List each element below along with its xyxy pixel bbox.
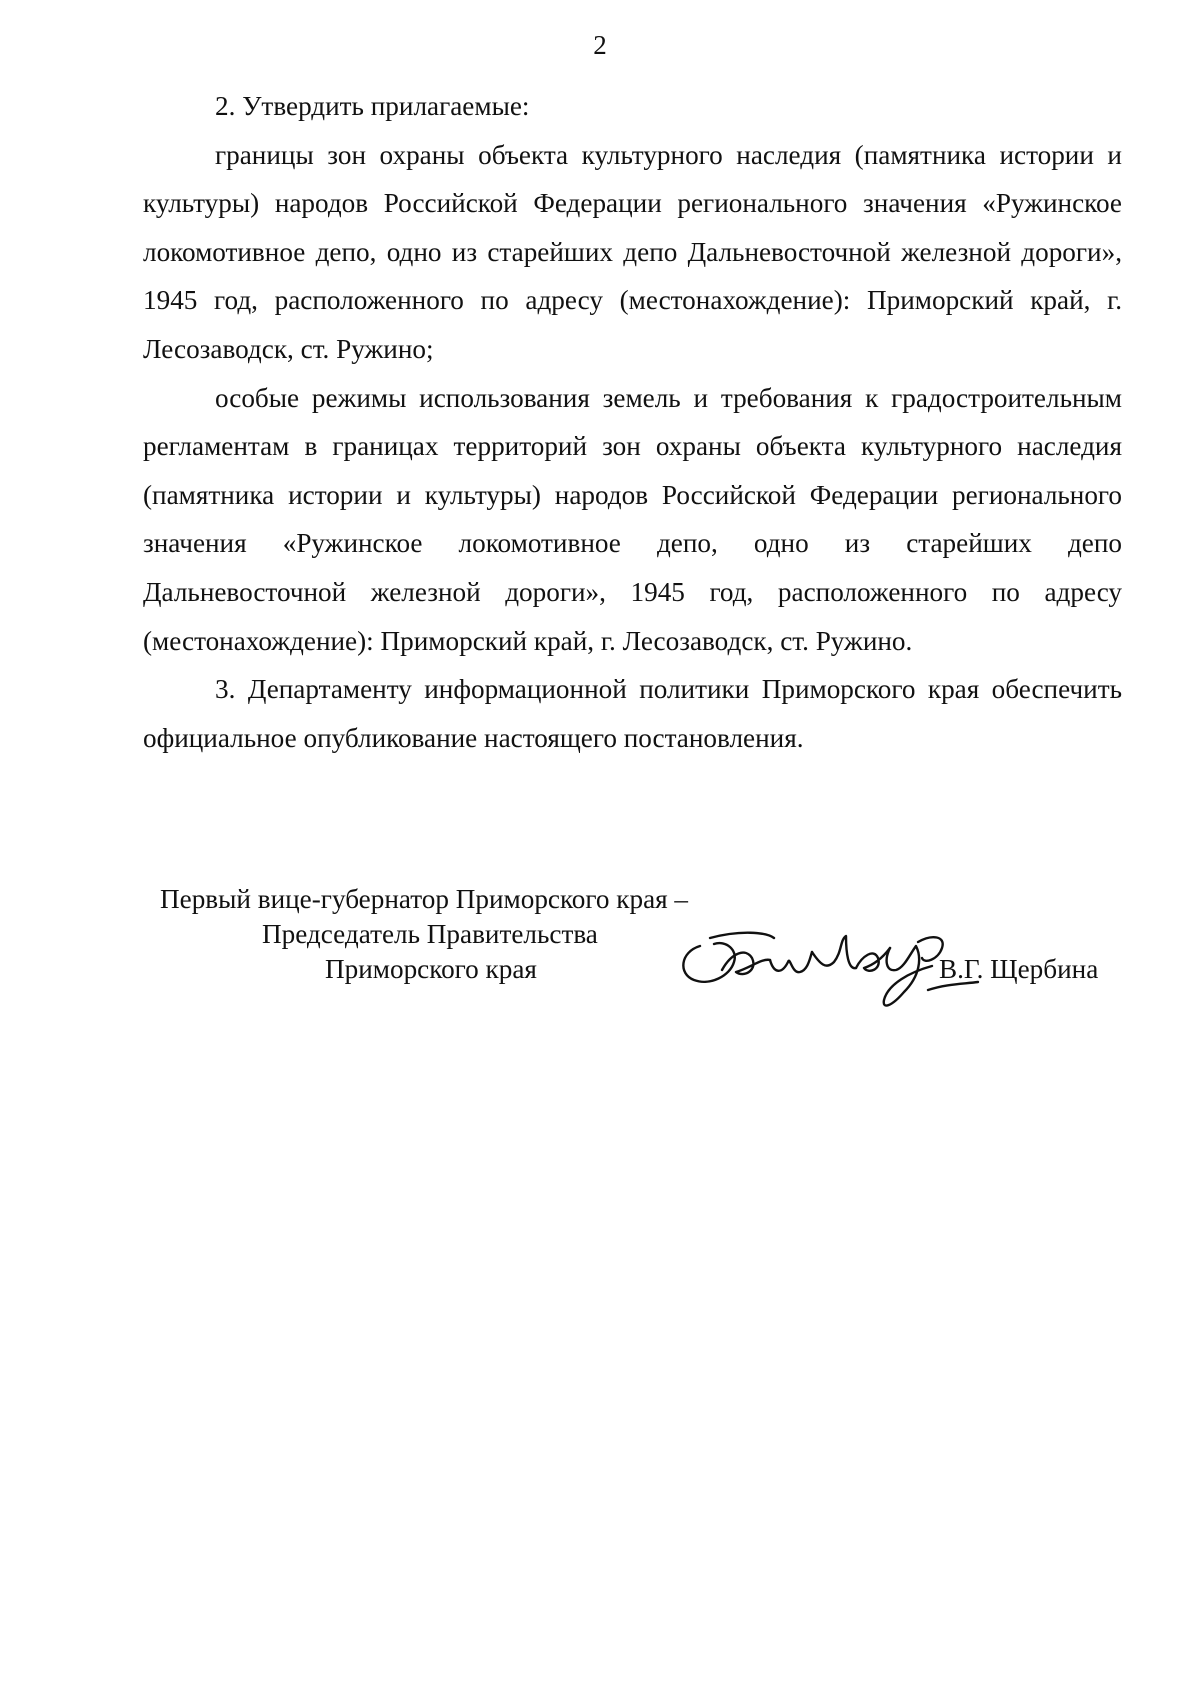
handwritten-signature-icon: [670, 912, 980, 1022]
signer-name: В.Г. Щербина: [939, 954, 1099, 984]
signer-title-line: Первый вице-губернатор Приморского края –: [160, 884, 689, 914]
signer-title-line: Председатель Правительства: [262, 919, 598, 949]
signer-title-line: Приморского края: [325, 954, 537, 984]
paragraph-land-use-regimes: особые режимы использования земель и требования к градостроительным регламентам в границах территорий зон охраны объекта культурного наследия (памятника истории и культуры) народов Российской Федерации регионального значения «Ружинское локомотивное депо, одно из старейших депо Дальневосточной железной дороги», 1945 год, расположенного по адресу (местонахождение): Приморский край, г. Лесозаводск, ст. Ружино.: [143, 382, 1122, 656]
paragraph-protection-zone-boundaries: границы зон охраны объекта культурного наследия (памятника истории и культуры) народов Российской Федерации регионального значения «Ружинское локомотивное депо, одно из старейших депо Дальневосточной железной дороги», 1945 год, расположенного по адресу (местонахождение): Приморский край, г. Лесозаводск, ст. Ружино;: [143, 139, 1122, 364]
paragraph-publication-order: 3. Департаменту информационной политики Приморского края обеспечить официальное опубликование настоящего постановления.: [143, 674, 1122, 753]
signer-title: [150, 882, 730, 987]
document-body: [143, 82, 1122, 762]
paragraph-approve-heading: 2. Утвердить прилагаемые:: [215, 91, 530, 121]
page-number: 2: [593, 30, 607, 60]
